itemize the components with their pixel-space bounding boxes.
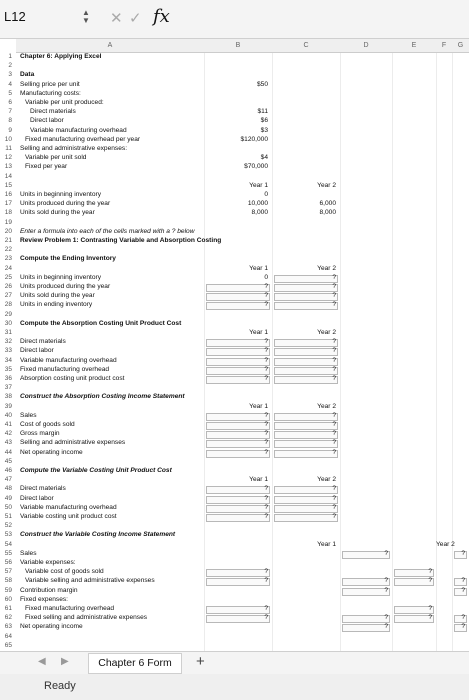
cell-label[interactable]: Variable cost of goods sold xyxy=(25,568,104,576)
cell-label[interactable]: Direct labor xyxy=(30,117,64,125)
cell-label[interactable]: Construct the Absorption Costing Income Statement xyxy=(20,393,185,401)
cell-value[interactable]: ? xyxy=(332,356,336,364)
cell-value[interactable]: $6 xyxy=(260,117,268,125)
cell-value[interactable]: ? xyxy=(264,365,268,373)
cell-value[interactable]: $4 xyxy=(260,154,268,162)
cell-value[interactable]: ? xyxy=(428,614,432,622)
row-number[interactable]: 14 xyxy=(4,172,12,180)
column-gridline xyxy=(436,53,437,651)
cell-value[interactable]: ? xyxy=(384,623,388,631)
row-number[interactable]: 48 xyxy=(4,485,12,493)
cell-value[interactable]: ? xyxy=(428,568,432,576)
cell-value[interactable]: Year 1 xyxy=(249,476,268,484)
row-number[interactable]: 18 xyxy=(4,209,12,217)
cell-value[interactable]: ? xyxy=(264,411,268,419)
cell-value[interactable]: ? xyxy=(264,292,268,300)
stepper-down-icon[interactable]: ▼ xyxy=(82,16,90,25)
cell-value[interactable]: ? xyxy=(264,283,268,290)
cell-label[interactable]: Units sold during the year xyxy=(20,292,95,300)
cell-label[interactable]: Units produced during the year xyxy=(20,283,111,290)
cell-label[interactable]: Sales xyxy=(20,549,37,557)
cell-label[interactable]: Compute the Absorption Costing Unit Product Cost xyxy=(20,319,182,327)
row-number[interactable]: 59 xyxy=(4,586,12,594)
cell-value[interactable]: Year 2 xyxy=(436,540,455,548)
row-number[interactable]: 58 xyxy=(4,577,12,585)
cell-label[interactable]: Fixed per year xyxy=(25,163,68,171)
cell-value[interactable]: ? xyxy=(384,586,388,594)
cell-value[interactable]: $50 xyxy=(256,80,268,88)
cell-value[interactable]: ? xyxy=(264,356,268,364)
cell-value[interactable]: Year 2 xyxy=(317,329,336,336)
row-number[interactable]: 55 xyxy=(4,549,12,557)
cell-value[interactable]: 10,000 xyxy=(247,200,268,208)
row-number[interactable]: 6 xyxy=(8,99,12,106)
cell-value[interactable]: $120,000 xyxy=(240,135,268,143)
sheet-tab-bar xyxy=(0,651,469,674)
cell-label[interactable]: Variable selling and administrative expenses xyxy=(25,577,155,585)
column-header[interactable]: F xyxy=(436,39,452,53)
cell-label[interactable]: Fixed manufacturing overhead xyxy=(20,365,110,373)
cell-value[interactable]: ? xyxy=(264,513,268,520)
previous-sheet-icon[interactable]: ◀ xyxy=(38,656,46,667)
cell-value[interactable]: ? xyxy=(332,411,336,419)
row-number[interactable]: 28 xyxy=(4,301,12,309)
name-box[interactable]: L12 xyxy=(4,9,26,24)
cell-value[interactable]: ? xyxy=(384,577,388,585)
row-number[interactable]: 19 xyxy=(4,218,12,226)
column-header[interactable]: D xyxy=(340,39,392,53)
cell-label[interactable]: Selling and administrative expenses xyxy=(20,439,126,447)
cell-label[interactable]: Fixed selling and administrative expenses xyxy=(25,614,148,622)
cell-value[interactable]: 6,000 xyxy=(319,200,336,208)
row-number[interactable]: 50 xyxy=(4,503,12,511)
row-number[interactable]: 16 xyxy=(4,191,12,198)
row-number[interactable]: 31 xyxy=(4,329,12,336)
cell-value[interactable]: ? xyxy=(332,283,336,290)
column-gridline xyxy=(392,53,393,651)
cell-value[interactable]: ? xyxy=(332,513,336,520)
row-number[interactable]: 65 xyxy=(4,641,12,649)
cell-label[interactable]: Variable manufacturing overhead xyxy=(30,126,127,134)
cell-label[interactable]: Direct materials xyxy=(30,108,76,116)
sheet-tab[interactable]: Chapter 6 Form xyxy=(88,653,182,674)
cell-label[interactable]: Variable per unit produced: xyxy=(25,99,104,106)
cell-value[interactable]: Year 2 xyxy=(317,181,336,189)
column-header[interactable]: G xyxy=(452,39,469,53)
row-number[interactable]: 13 xyxy=(4,163,12,171)
row-number[interactable]: 44 xyxy=(4,448,12,456)
row-number[interactable]: 60 xyxy=(4,595,12,603)
cell-label[interactable]: Net operating income xyxy=(20,448,83,456)
cell-value[interactable]: ? xyxy=(332,430,336,438)
cell-label[interactable]: Direct labor xyxy=(20,494,54,502)
row-number[interactable]: 17 xyxy=(4,200,12,208)
cell-label[interactable]: Cost of goods sold xyxy=(20,421,75,428)
cell-label[interactable]: Absorption costing unit product cost xyxy=(20,375,125,382)
cell-label[interactable]: Manufacturing costs: xyxy=(20,89,81,97)
cell-value[interactable]: Year 2 xyxy=(317,476,336,484)
cell-value[interactable]: ? xyxy=(264,375,268,382)
row-number[interactable]: 43 xyxy=(4,439,12,447)
cell-label[interactable]: Compute the Variable Costing Unit Product Cost xyxy=(20,467,172,474)
cell-label[interactable]: Units in beginning inventory xyxy=(20,273,102,281)
cell-value[interactable]: Year 1 xyxy=(249,181,268,189)
row-number[interactable]: 34 xyxy=(4,356,12,364)
cell-value[interactable]: ? xyxy=(332,439,336,447)
row-number[interactable]: 33 xyxy=(4,347,12,355)
cell-label[interactable]: Units produced during the year xyxy=(20,200,111,208)
cell-value[interactable]: ? xyxy=(332,421,336,428)
cell-value[interactable]: 0 xyxy=(264,273,268,281)
column-gridline xyxy=(452,53,453,651)
cell-value[interactable]: ? xyxy=(264,614,268,622)
column-header[interactable]: C xyxy=(272,39,340,53)
cell-label[interactable]: Units in ending inventory xyxy=(20,301,93,309)
cell-label[interactable]: Selling price per unit xyxy=(20,80,80,88)
cell-value[interactable]: ? xyxy=(264,421,268,428)
row-number[interactable]: 36 xyxy=(4,375,12,382)
cell-label[interactable]: Review Problem 1: Contrasting Variable and Absorption Costing xyxy=(20,237,222,244)
row-number[interactable]: 54 xyxy=(4,540,12,548)
cell-value[interactable]: ? xyxy=(264,448,268,456)
row-number[interactable]: 22 xyxy=(4,246,12,254)
cell-value[interactable]: $70,000 xyxy=(244,163,268,171)
cell-value[interactable]: ? xyxy=(264,605,268,612)
cell-value[interactable]: ? xyxy=(332,338,336,346)
row-number[interactable]: 21 xyxy=(4,237,12,244)
row-number[interactable]: 9 xyxy=(8,126,12,134)
row-number[interactable]: 11 xyxy=(5,145,12,152)
spreadsheet-grid[interactable] xyxy=(0,53,469,651)
row-number[interactable]: 62 xyxy=(4,614,12,622)
cell-value[interactable]: ? xyxy=(264,430,268,438)
cell-label[interactable]: Variable expenses: xyxy=(20,559,76,566)
cell-value[interactable]: $11 xyxy=(257,108,268,116)
cell-value[interactable]: ? xyxy=(264,485,268,493)
cell-label[interactable]: Units in beginning inventory xyxy=(20,191,102,198)
cell-label[interactable]: Variable manufacturing overhead xyxy=(20,503,117,511)
cell-value[interactable]: ? xyxy=(384,614,388,622)
row-number[interactable]: 56 xyxy=(4,559,12,566)
row-number[interactable]: 4 xyxy=(8,80,12,88)
cell-value[interactable]: ? xyxy=(461,623,465,631)
row-number[interactable]: 1 xyxy=(8,53,12,60)
row-number[interactable]: 27 xyxy=(4,292,12,300)
row-number[interactable]: 3 xyxy=(8,71,12,79)
name-box-stepper[interactable] xyxy=(82,9,90,25)
cell-value[interactable]: ? xyxy=(264,494,268,502)
add-sheet-icon[interactable]: + xyxy=(196,653,205,670)
cell-label[interactable]: Sales xyxy=(20,411,37,419)
cell-value[interactable]: ? xyxy=(332,503,336,511)
cell-value[interactable]: ? xyxy=(461,586,465,594)
cell-value[interactable]: ? xyxy=(332,347,336,355)
formula-bar xyxy=(0,0,469,39)
row-number[interactable]: 53 xyxy=(4,531,12,539)
next-sheet-icon[interactable]: ▶ xyxy=(61,656,69,667)
column-header[interactable]: E xyxy=(392,39,436,53)
column-header[interactable]: A xyxy=(16,39,204,53)
row-number[interactable]: 30 xyxy=(4,319,12,327)
cell-value[interactable]: ? xyxy=(264,301,268,309)
status-text: Ready xyxy=(44,680,76,692)
row-number[interactable]: 39 xyxy=(4,402,12,410)
cell-label[interactable]: Selling and administrative expenses: xyxy=(20,145,128,152)
cell-value[interactable]: 8,000 xyxy=(251,209,268,217)
cell-label[interactable]: Net operating income xyxy=(20,623,83,631)
row-number[interactable]: 24 xyxy=(4,264,12,272)
cancel-icon[interactable]: ✕ xyxy=(110,10,123,27)
cell-value[interactable]: ? xyxy=(264,439,268,447)
row-number[interactable]: 63 xyxy=(4,623,12,631)
row-number[interactable]: 52 xyxy=(4,522,12,530)
cell-label[interactable]: Fixed manufacturing overhead per year xyxy=(25,135,141,143)
row-number[interactable]: 32 xyxy=(4,338,12,346)
cell-label[interactable]: Data xyxy=(20,71,35,79)
cell-value[interactable]: Year 2 xyxy=(317,402,336,410)
column-header[interactable]: B xyxy=(204,39,272,53)
row-number[interactable]: 15 xyxy=(4,181,12,189)
row-number[interactable]: 20 xyxy=(4,227,12,235)
stepper-up-icon[interactable]: ▲ xyxy=(82,8,90,17)
cell-value[interactable]: ? xyxy=(264,577,268,585)
cell-value[interactable]: ? xyxy=(384,549,388,557)
cell-value[interactable]: Year 1 xyxy=(249,264,268,272)
row-number[interactable]: 41 xyxy=(4,421,12,428)
row-number[interactable]: 2 xyxy=(8,62,12,70)
cell-value[interactable]: Year 1 xyxy=(317,540,336,548)
cell-value[interactable]: ? xyxy=(332,375,336,382)
row-number[interactable]: 47 xyxy=(4,476,12,484)
cell-value[interactable]: ? xyxy=(332,273,336,281)
row-number[interactable]: 45 xyxy=(4,457,12,465)
cell-value[interactable]: ? xyxy=(332,301,336,309)
cell-value[interactable]: ? xyxy=(461,577,465,585)
cell-value[interactable]: 8,000 xyxy=(319,209,336,217)
cell-value[interactable]: ? xyxy=(332,365,336,373)
cell-value[interactable]: Year 1 xyxy=(249,402,268,410)
cell-value[interactable]: ? xyxy=(461,549,465,557)
column-gridline xyxy=(340,53,341,651)
row-number[interactable]: 26 xyxy=(4,283,12,290)
status-bar xyxy=(0,674,469,700)
enter-check-icon[interactable]: ✓ xyxy=(129,10,142,27)
cell-value[interactable]: $3 xyxy=(260,126,268,134)
cell-label[interactable]: Fixed manufacturing overhead xyxy=(25,605,115,612)
cell-label[interactable]: Compute the Ending Inventory xyxy=(20,255,116,263)
cell-label[interactable]: Units sold during the year xyxy=(20,209,95,217)
cell-value[interactable]: ? xyxy=(428,605,432,612)
row-number[interactable]: 49 xyxy=(4,494,12,502)
cell-label[interactable]: Fixed expenses: xyxy=(20,595,69,603)
cell-value[interactable]: Year 2 xyxy=(317,264,336,272)
row-number[interactable]: 38 xyxy=(4,393,12,401)
cell-label[interactable]: Gross margin xyxy=(20,430,60,438)
cell-value[interactable]: ? xyxy=(264,568,268,576)
row-number[interactable]: 51 xyxy=(4,513,12,520)
cell-value[interactable]: ? xyxy=(332,494,336,502)
row-number[interactable]: 23 xyxy=(4,255,12,263)
cell-label[interactable]: Enter a formula into each of the cells marked with a ? below xyxy=(20,227,195,235)
row-number[interactable]: 7 xyxy=(8,108,12,116)
cell-label[interactable]: Construct the Variable Costing Income Statement xyxy=(20,531,176,539)
cell-value[interactable]: 0 xyxy=(264,191,268,198)
row-number[interactable]: 57 xyxy=(4,568,12,576)
row-number[interactable]: 25 xyxy=(4,273,12,281)
row-number[interactable]: 37 xyxy=(4,384,12,392)
cell-label[interactable]: Direct materials xyxy=(20,338,66,346)
cell-label[interactable]: Direct materials xyxy=(20,485,66,493)
row-number[interactable]: 5 xyxy=(8,89,12,97)
cell-value[interactable]: ? xyxy=(264,347,268,355)
cell-value[interactable]: ? xyxy=(332,448,336,456)
cell-label[interactable]: Variable per unit sold xyxy=(25,154,87,162)
row-number[interactable]: 29 xyxy=(4,310,12,318)
cell-label[interactable]: Chapter 6: Applying Excel xyxy=(20,53,102,60)
cell-label[interactable]: Contribution margin xyxy=(20,586,78,594)
row-number[interactable]: 10 xyxy=(4,135,12,143)
row-number[interactable]: 8 xyxy=(8,117,12,125)
row-number[interactable]: 35 xyxy=(4,365,12,373)
cell-value[interactable]: ? xyxy=(332,485,336,493)
cell-value[interactable]: ? xyxy=(264,503,268,511)
row-number[interactable]: 42 xyxy=(4,430,12,438)
row-number[interactable]: 61 xyxy=(4,605,12,612)
cell-label[interactable]: Variable costing unit product cost xyxy=(20,513,117,520)
cell-value[interactable]: Year 1 xyxy=(249,329,268,336)
cell-value[interactable]: ? xyxy=(461,614,465,622)
row-number[interactable]: 46 xyxy=(4,467,12,474)
cell-value[interactable]: ? xyxy=(264,338,268,346)
cell-label[interactable]: Direct labor xyxy=(20,347,54,355)
row-number[interactable]: 12 xyxy=(4,154,12,162)
cell-label[interactable]: Variable manufacturing overhead xyxy=(20,356,117,364)
insert-function-button[interactable]: fx xyxy=(153,6,170,27)
row-number[interactable]: 40 xyxy=(4,411,12,419)
cell-value[interactable]: ? xyxy=(428,577,432,585)
cell-value[interactable]: ? xyxy=(332,292,336,300)
row-number[interactable]: 64 xyxy=(4,632,12,640)
